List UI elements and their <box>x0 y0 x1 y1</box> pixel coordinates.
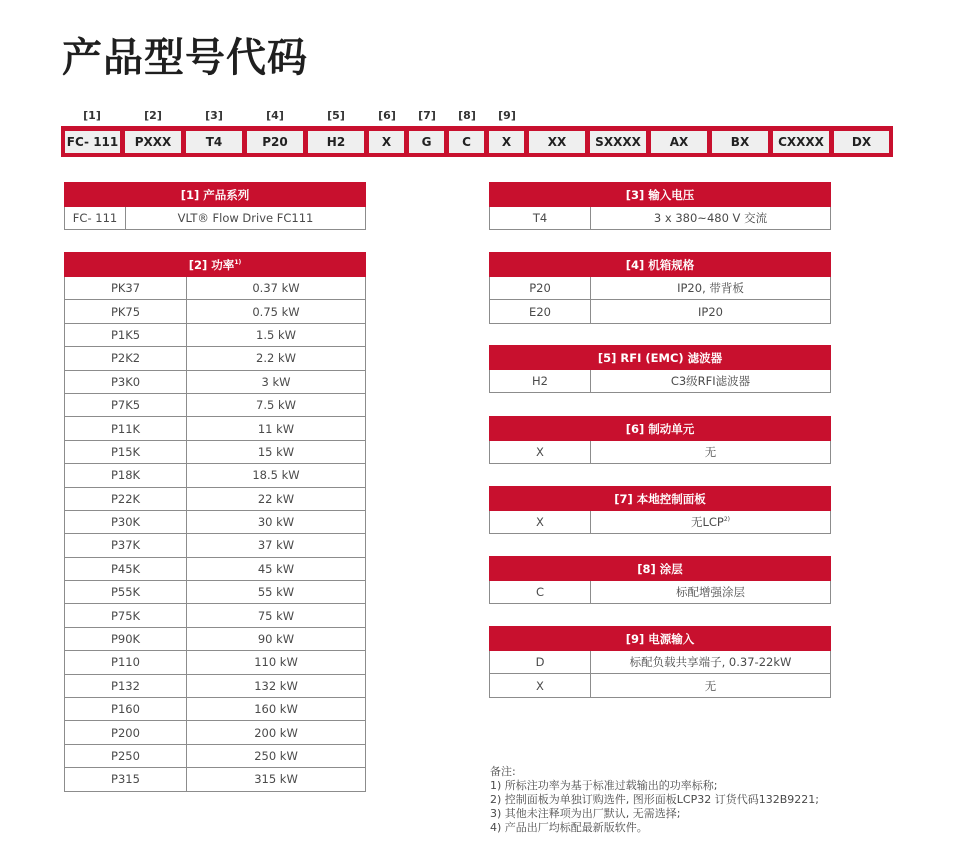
table-row <box>490 207 831 230</box>
note-line: 4) 产品出厂均标配最新版软件。 <box>490 821 648 834</box>
table-row <box>65 534 366 557</box>
code-cell-rfi: H2 <box>308 131 364 153</box>
page-title: 产品型号代码 <box>62 35 308 81</box>
table-cell-code: P45K <box>65 557 187 580</box>
code-index: [5] <box>327 109 345 122</box>
table-cell-desc: 2.2 kW <box>187 347 366 370</box>
table-cell-desc: 160 kW <box>187 698 366 721</box>
table-row <box>65 604 366 627</box>
table-row <box>65 581 366 604</box>
table-cell-code: P55K <box>65 581 187 604</box>
table-cell-desc: 15 kW <box>187 440 366 463</box>
table-row <box>490 277 831 300</box>
table-cell-code: P18K <box>65 464 187 487</box>
table-header: [3] 输入电压 <box>490 183 831 207</box>
lcp-table <box>489 486 831 534</box>
table-cell-desc: VLT® Flow Drive FC111 <box>126 207 366 230</box>
note-line: 3) 其他未注释项为出厂默认, 无需选择; <box>490 807 681 820</box>
table-cell-desc: 250 kW <box>187 744 366 767</box>
table-cell-desc: 90 kW <box>187 627 366 650</box>
table-header-text: [2] 功率 <box>188 257 235 272</box>
table-row <box>490 651 831 674</box>
table-cell-code: H2 <box>490 370 591 393</box>
table-row <box>65 487 366 510</box>
table-cell-code: T4 <box>490 207 591 230</box>
table-row <box>65 323 366 346</box>
code-index: [6] <box>378 109 396 122</box>
table-row <box>490 511 831 534</box>
table-row <box>65 557 366 580</box>
code-cell-sxxxx: SXXXX <box>590 131 646 153</box>
footnote-marker: 2) <box>723 516 731 524</box>
table-cell-code: P2K2 <box>65 347 187 370</box>
table-cell-code: PK75 <box>65 300 187 323</box>
footnote-marker: 1) <box>234 258 242 266</box>
table-cell-desc: 无 <box>591 674 831 697</box>
table-header: [6] 制动单元 <box>490 417 831 441</box>
table-cell-desc: 3 kW <box>187 370 366 393</box>
note-line: 2) 控制面板为单独订购选件, 图形面板LCP32 订货代码132B9221; <box>490 793 819 806</box>
mains-table <box>489 626 831 698</box>
table-cell-desc: 315 kW <box>187 768 366 791</box>
code-cell-coating: C <box>449 131 484 153</box>
table-row <box>490 300 831 323</box>
table-cell-code: X <box>490 441 591 464</box>
code-index: [2] <box>144 109 162 122</box>
code-cell-enclosure: P20 <box>247 131 303 153</box>
table-cell-desc: 200 kW <box>187 721 366 744</box>
table-cell-desc: 30 kW <box>187 510 366 533</box>
table-header: [1] 产品系列 <box>65 183 366 207</box>
table-cell-desc: 132 kW <box>187 674 366 697</box>
table-row <box>65 674 366 697</box>
code-cell-voltage: T4 <box>186 131 242 153</box>
table-row <box>65 393 366 416</box>
code-cell-bx: BX <box>712 131 768 153</box>
table-cell-desc: 18.5 kW <box>187 464 366 487</box>
table-row <box>65 744 366 767</box>
code-cell-xx: XX <box>529 131 585 153</box>
table-cell-desc: 11 kW <box>187 417 366 440</box>
code-cell-mains: X <box>489 131 524 153</box>
table-row <box>490 674 831 697</box>
coating-table <box>489 556 831 604</box>
table-cell-desc: 37 kW <box>187 534 366 557</box>
table-row <box>65 417 366 440</box>
table-cell-desc: 1.5 kW <box>187 323 366 346</box>
power-table <box>64 252 366 792</box>
table-cell-code: P315 <box>65 768 187 791</box>
table-cell-code: P200 <box>65 721 187 744</box>
table-header: [7] 本地控制面板 <box>490 487 831 511</box>
table-row <box>490 441 831 464</box>
table-row <box>65 207 366 230</box>
table-header: [5] RFI (EMC) 滤波器 <box>490 346 831 370</box>
code-cell-series: FC- 111 <box>65 131 120 153</box>
table-row <box>490 581 831 604</box>
note-line: 1) 所标注功率为基于标准过载输出的功率标称; <box>490 779 718 792</box>
notes-heading: 备注: <box>490 765 516 778</box>
table-row <box>65 721 366 744</box>
table-cell-code: P132 <box>65 674 187 697</box>
table-row <box>65 698 366 721</box>
table-cell-desc: 22 kW <box>187 487 366 510</box>
code-index: [3] <box>205 109 223 122</box>
table-cell-code: P15K <box>65 440 187 463</box>
table-row <box>65 768 366 791</box>
table-cell-code: C <box>490 581 591 604</box>
code-index: [4] <box>266 109 284 122</box>
table-header: [8] 涂层 <box>490 557 831 581</box>
code-cell-power: PXXX <box>125 131 181 153</box>
table-cell-desc: 0.37 kW <box>187 277 366 300</box>
brake-table <box>489 416 831 464</box>
code-cell-lcp: G <box>409 131 444 153</box>
table-row <box>65 464 366 487</box>
table-cell-desc: 3 x 380~480 V 交流 <box>591 207 831 230</box>
table-cell-code: D <box>490 651 591 674</box>
table-cell-code: P90K <box>65 627 187 650</box>
code-cell-cxxxx: CXXXX <box>773 131 829 153</box>
table-cell-code: P3K0 <box>65 370 187 393</box>
table-cell-code: P22K <box>65 487 187 510</box>
notes <box>490 765 819 835</box>
table-cell-code: P1K5 <box>65 323 187 346</box>
table-cell-desc: 110 kW <box>187 651 366 674</box>
table-cell-code: E20 <box>490 300 591 323</box>
table-cell-code: P250 <box>65 744 187 767</box>
code-cell-dx: DX <box>834 131 889 153</box>
table-row <box>65 651 366 674</box>
rfi-table <box>489 345 831 393</box>
series-table <box>64 182 366 230</box>
table-cell-desc: 无 <box>591 441 831 464</box>
table-cell-code: P20 <box>490 277 591 300</box>
table-cell-code: P160 <box>65 698 187 721</box>
table-cell-code: P37K <box>65 534 187 557</box>
table-cell-desc: 标配负载共享端子, 0.37-22kW <box>591 651 831 674</box>
table-row <box>65 510 366 533</box>
table-row <box>65 370 366 393</box>
table-cell-code: P75K <box>65 604 187 627</box>
table-row <box>65 440 366 463</box>
table-cell-desc: 45 kW <box>187 557 366 580</box>
table-cell-desc: 标配增强涂层 <box>591 581 831 604</box>
code-index: [1] <box>83 109 101 122</box>
table-row <box>65 277 366 300</box>
table-cell-desc: IP20 <box>591 300 831 323</box>
table-row <box>490 370 831 393</box>
table-cell-desc: 7.5 kW <box>187 393 366 416</box>
table-cell-code: X <box>490 511 591 534</box>
code-cell-ax: AX <box>651 131 707 153</box>
enclosure-table <box>489 252 831 324</box>
code-index: [7] <box>418 109 436 122</box>
table-cell-desc: 0.75 kW <box>187 300 366 323</box>
table-cell-code: X <box>490 674 591 697</box>
table-cell-desc: 55 kW <box>187 581 366 604</box>
voltage-table <box>489 182 831 230</box>
code-cell-brake: X <box>369 131 404 153</box>
table-cell-desc-text: 无LCP <box>690 515 724 530</box>
table-row <box>65 347 366 370</box>
table-cell-desc: 75 kW <box>187 604 366 627</box>
code-index: [8] <box>458 109 476 122</box>
table-cell-desc <box>591 511 831 534</box>
table-header <box>65 253 366 277</box>
table-cell-desc: C3级RFI滤波器 <box>591 370 831 393</box>
table-cell-desc: IP20, 带背板 <box>591 277 831 300</box>
table-row <box>65 627 366 650</box>
table-header: [9] 电源输入 <box>490 627 831 651</box>
table-cell-code: P7K5 <box>65 393 187 416</box>
table-row <box>65 300 366 323</box>
table-header: [4] 机箱规格 <box>490 253 831 277</box>
table-cell-code: P11K <box>65 417 187 440</box>
table-cell-code: P30K <box>65 510 187 533</box>
table-cell-code: FC- 111 <box>65 207 126 230</box>
table-cell-code: PK37 <box>65 277 187 300</box>
code-index: [9] <box>498 109 516 122</box>
table-cell-code: P110 <box>65 651 187 674</box>
